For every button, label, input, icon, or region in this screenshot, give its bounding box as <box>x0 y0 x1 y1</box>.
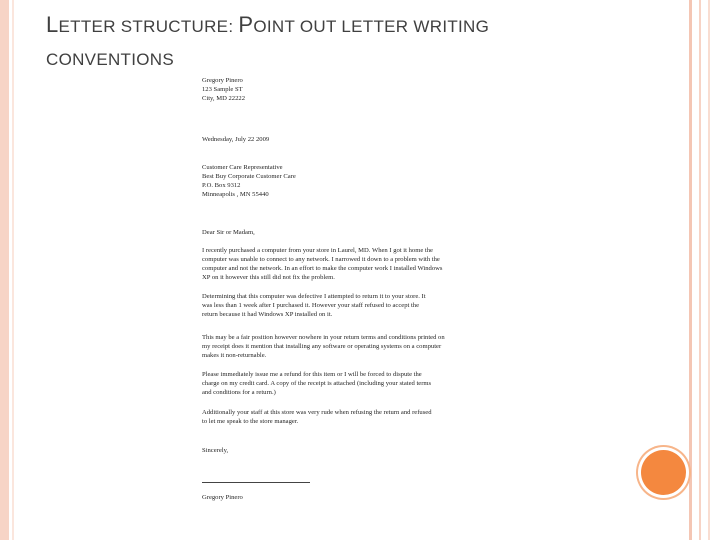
body-line: Determining that this computer was defective I attempted to return it to your store. It <box>202 293 426 300</box>
title-initial: P <box>238 12 254 37</box>
body-line: computer was unable to connect to any network. I narrowed it down to a problem with the <box>202 256 440 264</box>
salutation-text: Dear Sir or Madam, <box>202 229 255 236</box>
closing-text: Sincerely, <box>202 447 229 454</box>
body-paragraph <box>202 246 482 282</box>
body-line: Please immediately issue me a refund for this item or I will be forced to dispute the <box>202 371 422 378</box>
date-text: Wednesday, July 22 2009 <box>202 136 270 143</box>
letter-date <box>202 135 482 144</box>
body-line: computer and not the network. In an effort to make the computer work I installed Windows <box>202 265 443 273</box>
salutation <box>202 228 482 237</box>
title-text: CONVENTIONS <box>46 50 174 69</box>
title-initial: L <box>46 12 59 37</box>
recipient-address <box>202 163 482 199</box>
body-line: my receipt does it mention that installing any software or operating systems on a computer <box>202 343 442 351</box>
body-paragraph <box>202 408 482 426</box>
recipient-line: Customer Care Representative <box>202 164 283 171</box>
title-text: ETTER STRUCTURE: <box>58 17 234 36</box>
body-line: I recently purchased a computer from your store in Laurel, MD. When I got it home the <box>202 247 433 254</box>
right-border-stripe <box>689 0 692 540</box>
letter-image <box>196 72 496 512</box>
sender-name: Gregory Pinero <box>202 77 243 84</box>
body-line: This may be a fair position however nowhere in your return terms and conditions printed on <box>202 334 445 341</box>
signature-name <box>202 493 482 502</box>
body-paragraph <box>202 292 482 319</box>
left-border-stripe <box>12 0 14 540</box>
body-line: to let me speak to the store manager. <box>202 418 299 426</box>
signature-line <box>202 482 310 483</box>
signature-text: Gregory Pinero <box>202 494 243 501</box>
slide-title <box>46 8 666 76</box>
title-text: OINT OUT LETTER WRITING <box>253 17 490 36</box>
recipient-line: Best Buy Corporate Customer Care <box>202 173 296 181</box>
recipient-line: Minneapolis , MN 55440 <box>202 191 269 199</box>
body-line: makes it non-returnable. <box>202 352 267 360</box>
closing <box>202 446 482 455</box>
body-line: Additionally your staff at this store was very rude when refusing the return and refused <box>202 409 432 416</box>
body-paragraph <box>202 370 482 397</box>
recipient-line: P.O. Box 9312 <box>202 182 241 190</box>
right-border-stripe <box>699 0 701 540</box>
orange-circle-decoration <box>641 450 686 495</box>
sender-city: City, MD 22222 <box>202 95 245 103</box>
body-line: and conditions for a return.) <box>202 389 276 397</box>
sender-street: 123 Sample ST <box>202 86 243 94</box>
sender-address <box>202 76 482 103</box>
body-paragraph <box>202 333 482 360</box>
body-line: was less than 1 week after I purchased it. However your staff refused to accept the <box>202 302 420 310</box>
right-border-stripe <box>708 0 710 540</box>
left-border-decoration <box>0 0 9 540</box>
body-line: charge on my credit card. A copy of the receipt is attached (including your stated terms <box>202 380 432 388</box>
body-line: XP on it however this still did not fix the problem. <box>202 274 335 282</box>
body-line: return because it had Windows XP installed on it. <box>202 311 333 319</box>
